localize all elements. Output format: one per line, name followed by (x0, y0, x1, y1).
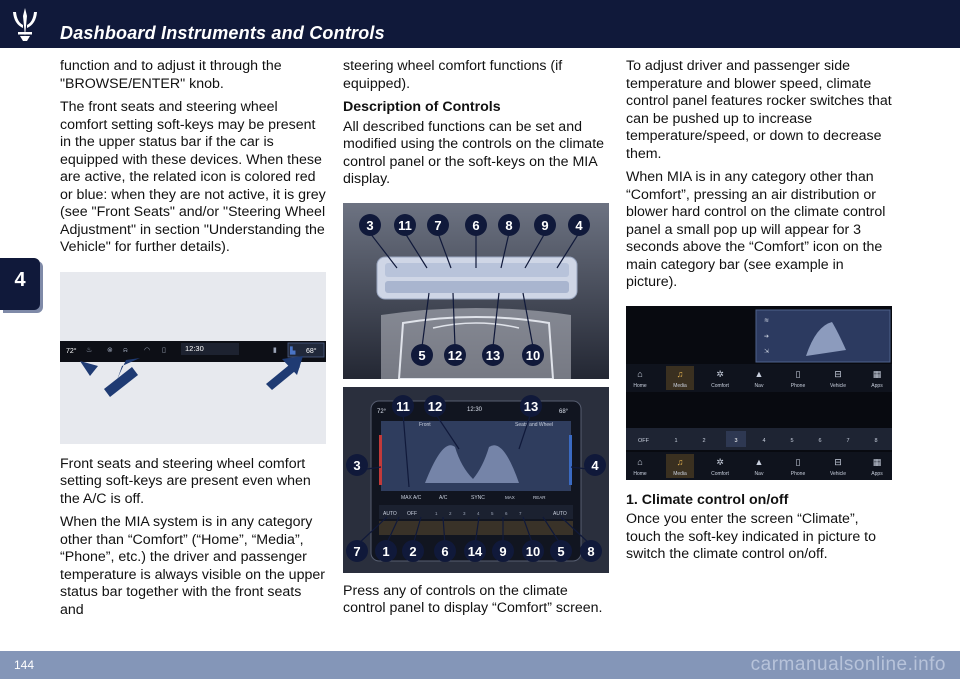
callout-marker (465, 214, 487, 236)
chapter-tab (0, 258, 40, 310)
nav-label: Phone (790, 382, 806, 389)
page-header (0, 0, 960, 48)
page-title: Dashboard Instruments and Controls (60, 23, 385, 43)
nav-label: Phone (790, 470, 806, 477)
fan-level: 2 (449, 510, 452, 516)
callout-marker (522, 540, 544, 562)
fan-level: 3 (463, 510, 466, 516)
phone-icon: ▯ (795, 368, 801, 379)
callout-number: 8 (587, 543, 595, 559)
level: 5 (790, 437, 794, 444)
nav-label: Apps (871, 382, 883, 389)
status-left-temp: 72° (66, 347, 77, 355)
nav-label: Home (633, 470, 647, 477)
fan-level-bar (626, 428, 892, 450)
level: 6 (818, 437, 822, 444)
nav-label: Apps (871, 470, 883, 477)
rear-label: REAR (533, 494, 546, 500)
nav-label: Nav (754, 470, 764, 477)
level: 7 (846, 437, 850, 444)
status-right-temp: 68° (306, 347, 317, 355)
nav-label: Vehicle (829, 382, 847, 389)
callout-number: 10 (525, 543, 541, 559)
callout-number: 3 (353, 457, 361, 473)
callout-number: 1 (382, 543, 390, 559)
callout-number: 6 (472, 217, 480, 233)
column-1 (60, 58, 328, 625)
phone-icon: ▯ (162, 346, 166, 354)
max-label: MAX (505, 494, 515, 500)
fan-level: 6 (505, 510, 508, 516)
mia-popup-figure (626, 306, 892, 480)
paragraph: Press any of controls on the climate control panel to display “Comfort” screen. (343, 582, 603, 616)
watermark: carmanualsonline.info (750, 654, 946, 675)
callout-marker (346, 454, 368, 476)
nav-label: Media (673, 382, 687, 389)
nav-label: Comfort (711, 470, 729, 477)
callout-marker (402, 540, 424, 562)
svg-text:♫: ♫ (676, 456, 684, 467)
callout-number: 9 (499, 543, 507, 559)
callout-number: 4 (591, 457, 599, 473)
callout-marker (392, 395, 414, 417)
paragraph: When MIA is in any category other than “Comfort”, pressing an air distribution or blower hard control on the climate control panel a small pop up will appear for 3 seconds above the “Comfort” icon on the main category bar (see example in picture). (626, 169, 886, 290)
callout-marker (394, 214, 416, 236)
vent-icon: ➔ (764, 333, 770, 340)
vehicle-icon: ⊟ (834, 368, 842, 379)
svg-text:▦: ▦ (872, 456, 882, 467)
callout-marker (534, 214, 556, 236)
paragraph: steering wheel comfort functions (if equipped). (343, 58, 563, 92)
callout-number: 4 (575, 217, 583, 233)
callout-number: 5 (418, 347, 426, 363)
home-icon: ⌂ (637, 368, 643, 379)
svg-text:⌂: ⌂ (637, 456, 643, 467)
screen-clock: 12:30 (467, 406, 483, 413)
paragraph: To adjust driver and passenger side temperature and blower speed, climate control panel features rocker switches that can be pushed up to increase temperature/speed, or down to decrease them. (626, 58, 892, 162)
callout-marker (444, 344, 466, 366)
fan-level: 1 (435, 510, 438, 516)
status-clock: 12:30 (185, 343, 204, 353)
section-heading: 1. Climate control on/off (626, 491, 789, 508)
fan-level: 7 (519, 510, 522, 516)
callout-marker (411, 344, 433, 366)
nav-icon: ▲ (754, 368, 764, 379)
media-icon: ♫ (676, 368, 684, 379)
level-selected: 3 (734, 437, 738, 444)
wifi-icon: ◠ (144, 346, 151, 354)
callout-marker (520, 395, 542, 417)
off-label: OFF (407, 510, 417, 517)
callout-number: 13 (485, 347, 501, 363)
auto-left-label: AUTO (383, 510, 397, 517)
callout-marker (492, 540, 514, 562)
steering-icon: ⊗ (107, 346, 113, 354)
trident-logo-icon (8, 6, 42, 42)
callout-number: 12 (447, 347, 463, 363)
callout-marker (522, 344, 544, 366)
ac-label: A/C (439, 494, 448, 501)
column-2 (343, 58, 609, 624)
screen-tab-front: Front (419, 421, 431, 428)
sync-label: SYNC (471, 494, 485, 501)
callout-marker (580, 540, 602, 562)
paragraph: When the MIA system is in any category other than “Comfort” (“Home”, “Media”, “Phone”, etc.) the driver and passenger temperature is always visible on the upper status bar together with the front seats and (60, 514, 325, 618)
svg-text:▯: ▯ (795, 456, 801, 467)
nav-label: Vehicle (829, 470, 847, 477)
callout-number: 5 (557, 543, 565, 559)
screen-tab-seats: Seats and Wheel (515, 421, 554, 428)
max-ac-label: MAX A/C (401, 494, 422, 501)
svg-text:⊟: ⊟ (834, 456, 842, 467)
apps-icon: ▦ (872, 368, 882, 379)
level: 8 (874, 437, 878, 444)
page-footer (0, 651, 960, 679)
callout-number: 14 (467, 543, 483, 559)
section-heading: Description of Controls (343, 99, 501, 115)
climate-screen-figure (343, 387, 609, 573)
callout-marker (584, 454, 606, 476)
nav-label: Home (633, 382, 647, 389)
callout-marker (375, 540, 397, 562)
level: 1 (674, 437, 678, 444)
fan-level: 4 (477, 510, 480, 516)
callout-marker (434, 540, 456, 562)
seat-heat-icon: ♨ (86, 346, 93, 354)
level: 4 (762, 437, 766, 444)
bottom-callouts (346, 540, 602, 562)
paragraph: Front seats and steering wheel comfort setting soft-keys are present even when the A/C is off. (60, 455, 311, 507)
callout-number: 7 (434, 217, 442, 233)
callout-number: 11 (396, 398, 410, 414)
callout-number: 10 (525, 347, 541, 363)
svg-text:▲: ▲ (754, 456, 764, 467)
climate-panel-figure (343, 203, 609, 379)
seat-icon: ▙ (290, 347, 296, 355)
callout-marker (464, 540, 486, 562)
callout-marker (568, 214, 590, 236)
callout-number: 6 (441, 543, 449, 559)
mic-icon: ▮ (273, 346, 277, 354)
callout-number: 8 (505, 217, 513, 233)
callout-marker (550, 540, 572, 562)
callout-marker (482, 344, 504, 366)
callout-number: 3 (366, 217, 374, 233)
auto-right-label: AUTO (553, 510, 567, 517)
bell-icon: ⍾ (123, 346, 128, 354)
screen-left-temp: 72° (377, 408, 387, 415)
nav-label: Media (673, 470, 687, 477)
callout-marker (359, 214, 381, 236)
chapter-number: 4 (14, 269, 26, 291)
paragraph: The front seats and steering wheel comfort setting soft-keys may be present in the upper status bar if the car is equipped with these devices. When these are active, the related icon is colored red or blue: when they are not active, it is grey (see "Front Seats" and/or "Steering Wheel Adjustment" in section "Understanding the Vehicle" for further details). (60, 99, 326, 255)
page-number: 144 (14, 658, 35, 672)
floor-icon: ⇲ (764, 348, 770, 355)
status-bar-figure (60, 272, 326, 444)
callout-number: 9 (541, 217, 549, 233)
off-label: OFF (638, 437, 649, 444)
callout-number: 7 (353, 543, 361, 559)
callout-marker (427, 214, 449, 236)
defrost-icon: ≋ (764, 317, 770, 324)
callout-number: 12 (427, 398, 443, 414)
screen-right-temp: 68° (559, 408, 569, 415)
svg-text:✲: ✲ (716, 456, 724, 467)
comfort-icon: ✲ (716, 368, 724, 379)
level: 2 (702, 437, 706, 444)
callout-number: 2 (409, 543, 417, 559)
fan-level: 5 (491, 510, 494, 516)
paragraph: function and to adjust it through the "BROWSE/ENTER" knob. (60, 58, 282, 92)
nav-label: Nav (754, 382, 764, 389)
paragraph: Once you enter the screen “Climate”, touch the soft-key indicated in picture to switch the climate control on/off. (626, 511, 876, 562)
callout-marker (498, 214, 520, 236)
callout-marker (424, 395, 446, 417)
callout-number: 11 (398, 217, 412, 233)
paragraph: All described functions can be set and modified using the controls on the climate control panel or the soft-keys on the MIA display. (343, 118, 605, 187)
callout-number: 13 (523, 398, 539, 414)
column-3 (626, 58, 894, 570)
callout-marker (346, 540, 368, 562)
nav-label: Comfort (711, 382, 729, 389)
